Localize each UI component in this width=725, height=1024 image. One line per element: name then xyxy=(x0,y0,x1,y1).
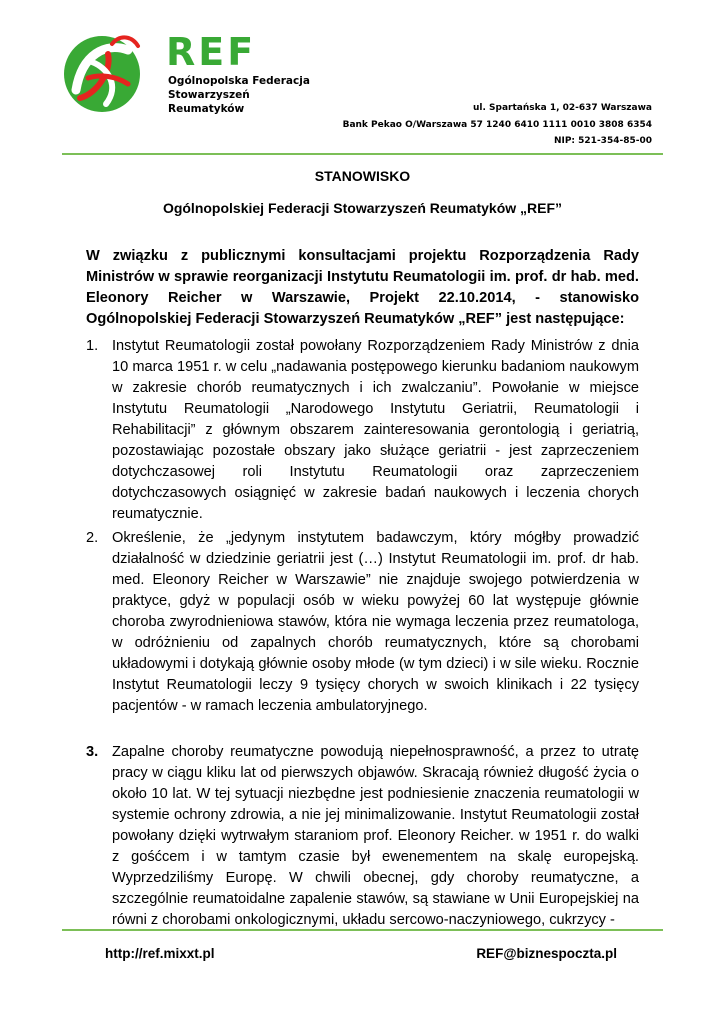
item-text: Określenie, że „jedynym instytutem badawczym, który mógłby prowadzić działalność w dziedzinie geriatrii jest (…) Instytut Reumatologii im. prof. dr hab. med. Eleonory Reicher w Warszawie” nie znajduje swojego potwierdzenia w praktyce, gdyż w populacji osób w wieku powyżej 60 lat występuje głównie choroba zwyrodnieniowa stawów, która nie wymaga leczenia przez reumatologa, w odróżnieniu od zapalnych chorób reumatycznych, które są chorobami układowymi i dotykają głównie osoby młode (w tym dzieci) i w sile wieku. Rocznie Instytut Reumatologii leczy 9 tysięcy chorych w swoich klinikach i 22 tysięcy pacjentów - w ramach leczenia ambulatoryjnego. xyxy=(112,530,639,714)
list-item xyxy=(86,528,639,717)
header-divider xyxy=(62,153,663,155)
contact-details xyxy=(343,100,652,150)
list-item xyxy=(86,336,639,525)
item-text: Zapalne choroby reumatyczne powodują niepełnosprawność, a przez to utratę pracy w ciągu kliku lat od pierwszych objawów. Skracają również długość życia o około 10 lat. W tej sytuacji niezbędne jest podniesienie znaczenia reumatologii w systemie ochrony zdrowia, a nie jej minimalizowanie. Instytut Reumatologii został powołany dzięki wytrwałym staraniom prof. Eleonory Reicher. w 1951 r. do walki z gośćcem i w tamtym czasie był ewenementem na skalę europejską. Wyprzedziliśmy Europę. W chwili obecnej, gdy choroby reumatyczne, a szczególnie reumatoidalne zapalenie stawów, są stawiane w Unii Europejskiej na równi z chorobami onkologicznymi, układu sercowo-naczyniowego, cukrzycy - xyxy=(112,744,639,928)
bank-account: Bank Pekao O/Warszawa 57 1240 6410 1111 0010 3808 6354 xyxy=(342,119,652,130)
item-text: Instytut Reumatologii został powołany Rozporządzeniem Rady Ministrów z dnia 10 marca 1951 r. w celu „nadawania postępowego kierunku badaniom naukowym w zakresie chorób reumatycznych i ich zwalczaniu”. Powołanie w miejsce Instytutu Reumatologii „Narodowego Instytutu Geriatrii, Reumatologii i Rehabilitacji” z głównym obszarem zainteresowania gerontologią i geriatrią, pozostawiając pozostałe obszary jako służące geriatrii - jest zaprzeczeniem dotychczasowej roli Instytutu Reumatologii oraz zaprzeczeniem dotychczasowych osiągnięć w zakresie badań naukowych i leczenia chorych reumatycznie. xyxy=(112,338,639,522)
ref-logo xyxy=(62,24,182,134)
item-number: 3. xyxy=(86,744,99,760)
website-link[interactable]: http://ref.mixxt.pl xyxy=(105,946,215,961)
nip-number: NIP: 521-354-85-00 xyxy=(553,136,652,146)
footer-divider xyxy=(62,929,663,931)
document-title: STANOWISKO xyxy=(314,168,411,184)
item-number: 1. xyxy=(86,338,99,354)
organization-name xyxy=(168,74,310,116)
list-item xyxy=(86,742,639,931)
item-number: 2. xyxy=(86,530,99,546)
org-line: Stowarzyszeń xyxy=(168,89,250,101)
org-line: Ogólnopolska Federacja xyxy=(168,75,310,87)
email-link[interactable]: REF@biznespoczta.pl xyxy=(476,946,617,961)
logo-wordmark: REF xyxy=(166,30,257,74)
address: ul. Spartańska 1, 02-637 Warszawa xyxy=(473,103,652,113)
document-subtitle: Ogólnopolskiej Federacji Stowarzyszeń Reumatyków „REF” xyxy=(162,200,563,216)
intro-paragraph: W związku z publicznymi konsultacjami projektu Rozporządzenia Rady Ministrów w sprawie reorganizacji Instytutu Reumatologii im. prof. dr hab. med. Eleonory Reicher w Warszawie, Projekt 22.10.2014, - stanowisko Ogólnopolskiej Federacji Stowarzyszeń Reumatyków „REF” jest następujące: xyxy=(86,248,639,327)
org-line: Reumatyków xyxy=(168,103,245,115)
